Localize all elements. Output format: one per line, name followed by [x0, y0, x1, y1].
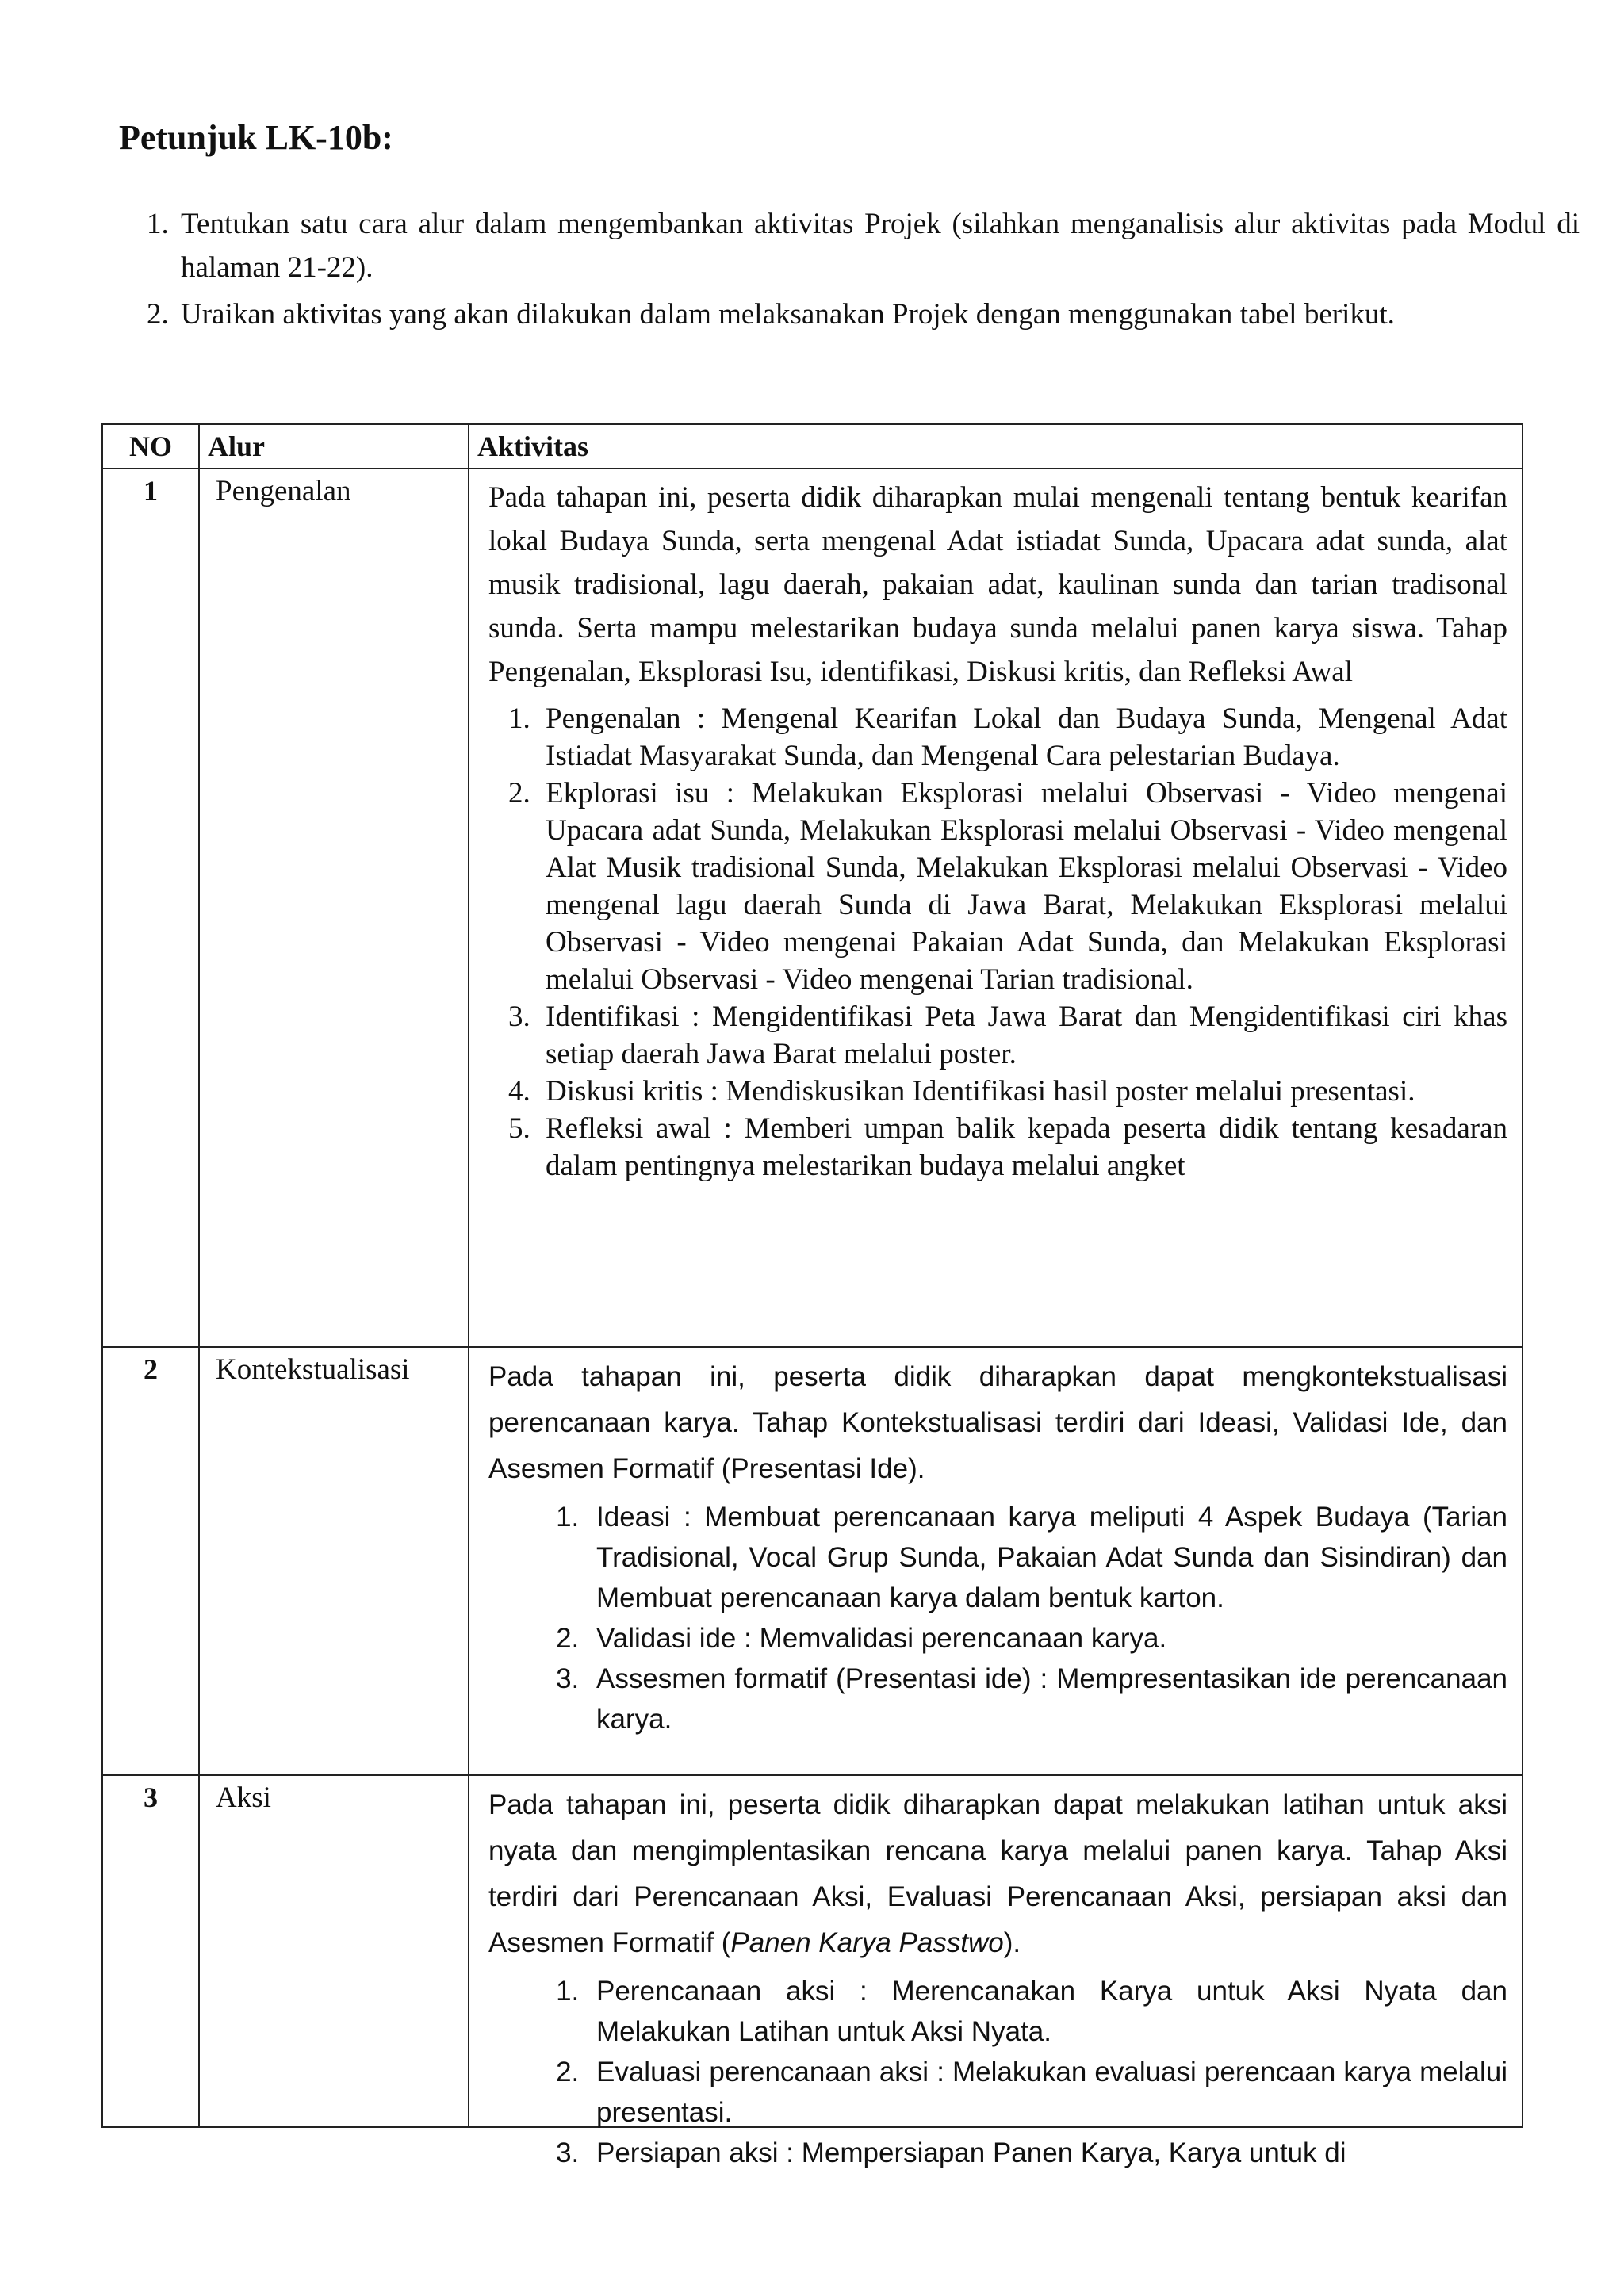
activity-step: 1. Perencanaan aksi : Merencanakan Karya untuk Aksi Nyata dan Melakukan Latihan untuk Aksi Nyata.	[587, 1971, 1507, 2052]
table-row	[102, 469, 1522, 1347]
activity-content	[488, 1782, 1507, 2168]
activity-steps	[488, 1971, 1507, 2173]
activity-step: 2. Validasi ide : Memvalidasi perencanaan karya.	[587, 1618, 1507, 1659]
intro-text: Pada tahapan ini, peserta didik diharapkan dapat melakukan latihan untuk aksi nyata dan mengimplentasikan rencana karya melalui panen karya. Tahap Aksi terdiri dari Perencanaan Aksi, Evaluasi Perencanaan Aksi, persiapan aksi dan Asesmen Formatif (	[488, 1789, 1507, 1958]
activity-intro: Pada tahapan ini, peserta didik diharapkan mulai mengenali tentang bentuk kearifan lokal Budaya Sunda, serta mengenal Adat istiadat Sunda, Upacara adat sunda, alat musik tradisional, lagu daerah, pakaian adat, kaulinan sunda dan tarian tradisonal sunda. Serta mampu melestarikan budaya sunda melalui panen karya siswa. Tahap Pengenalan, Eksplorasi Isu, identifikasi, Diskusi kritis, dan Refleksi Awal	[488, 481, 1507, 688]
row-number: 3	[102, 1775, 199, 2127]
row-aktivitas	[469, 469, 1522, 1347]
activity-intro: Pada tahapan ini, peserta didik diharapkan dapat mengkontekstualisasi perencanaan karya. Tahap Kontekstualisasi terdiri dari Ideasi, Validasi Ide, dan Asesmen Formatif (Presentasi Ide).	[488, 1361, 1507, 1484]
header-alur: Alur	[199, 424, 469, 469]
activity-steps	[488, 700, 1507, 1184]
activity-steps	[488, 1497, 1507, 1739]
header-aktivitas: Aktivitas	[469, 424, 1522, 469]
table-header-row	[102, 424, 1522, 469]
row-number: 2	[102, 1347, 199, 1775]
row-aktivitas	[469, 1347, 1522, 1775]
table-row	[102, 1775, 1522, 2127]
activity-step: 3. Identifikasi : Mengidentifikasi Peta Jawa Barat dan Mengidentifikasi ciri khas setiap daerah Jawa Barat melalui poster.	[538, 998, 1507, 1073]
header-no: NO	[102, 424, 199, 469]
instruction-item: 1. Tentukan satu cara alur dalam mengembankan aktivitas Projek (silahkan menganalisis alur aktivitas pada Modul di halaman 21-22).	[176, 202, 1580, 289]
row-number: 1	[102, 469, 199, 1347]
activity-step: 2. Ekplorasi isu : Melakukan Eksplorasi melalui Observasi - Video mengenai Upacara adat Sunda, Melakukan Eksplorasi melalui Observasi - Video mengenal Alat Musik tradisional Sunda, Melakukan Eksplorasi melalui Observasi - Video mengenal lagu daerah Sunda di Jawa Barat, Melakukan Eksplorasi melalui Observasi - Video mengenai Pakaian Adat Sunda, dan Melakukan Eksplorasi melalui Observasi - Video mengenai Tarian tradisional.	[538, 775, 1507, 998]
row-alur: Aksi	[199, 1775, 469, 2127]
activity-step: 4. Diskusi kritis : Mendiskusikan Identifikasi hasil poster melalui presentasi.	[538, 1073, 1507, 1110]
table-row	[102, 1347, 1522, 1775]
activity-step: 1. Ideasi : Membuat perencanaan karya meliputi 4 Aspek Budaya (Tarian Tradisional, Vocal Grup Sunda, Pakaian Adat Sunda dan Sisindiran) dan Membuat perencanaan karya dalam bentuk karton.	[587, 1497, 1507, 1618]
intro-italic: Panen Karya Passtwo	[730, 1927, 1004, 1958]
row-aktivitas	[469, 1775, 1522, 2168]
activity-step: 3. Persiapan aksi : Mempersiapan Panen Karya, Karya untuk di	[587, 2133, 1507, 2173]
activity-step: 2. Evaluasi perencanaan aksi : Melakukan evaluasi perencaan karya melalui presentasi.	[587, 2052, 1507, 2133]
instruction-item: 2. Uraikan aktivitas yang akan dilakukan dalam melaksanakan Projek dengan menggunakan tabel berikut.	[176, 293, 1580, 336]
activity-step: 1. Pengenalan : Mengenal Kearifan Lokal dan Budaya Sunda, Mengenal Adat Istiadat Masyarakat Sunda, dan Mengenal Cara pelestarian Budaya.	[538, 700, 1507, 775]
instruction-list	[119, 202, 1580, 339]
intro-text-end: ).	[1003, 1927, 1021, 1958]
activity-intro	[488, 1782, 1507, 1966]
page-title: Petunjuk LK-10b:	[119, 118, 393, 157]
activity-step: 5. Refleksi awal : Memberi umpan balik kepada peserta didik tentang kesadaran dalam pentingnya melestarikan budaya melalui angket	[538, 1110, 1507, 1184]
activity-table	[102, 423, 1523, 2168]
row-alur: Pengenalan	[199, 469, 469, 1347]
row-alur: Kontekstualisasi	[199, 1347, 469, 1775]
activity-step: 3. Assesmen formatif (Presentasi ide) : Mempresentasikan ide perencanaan karya.	[587, 1659, 1507, 1739]
